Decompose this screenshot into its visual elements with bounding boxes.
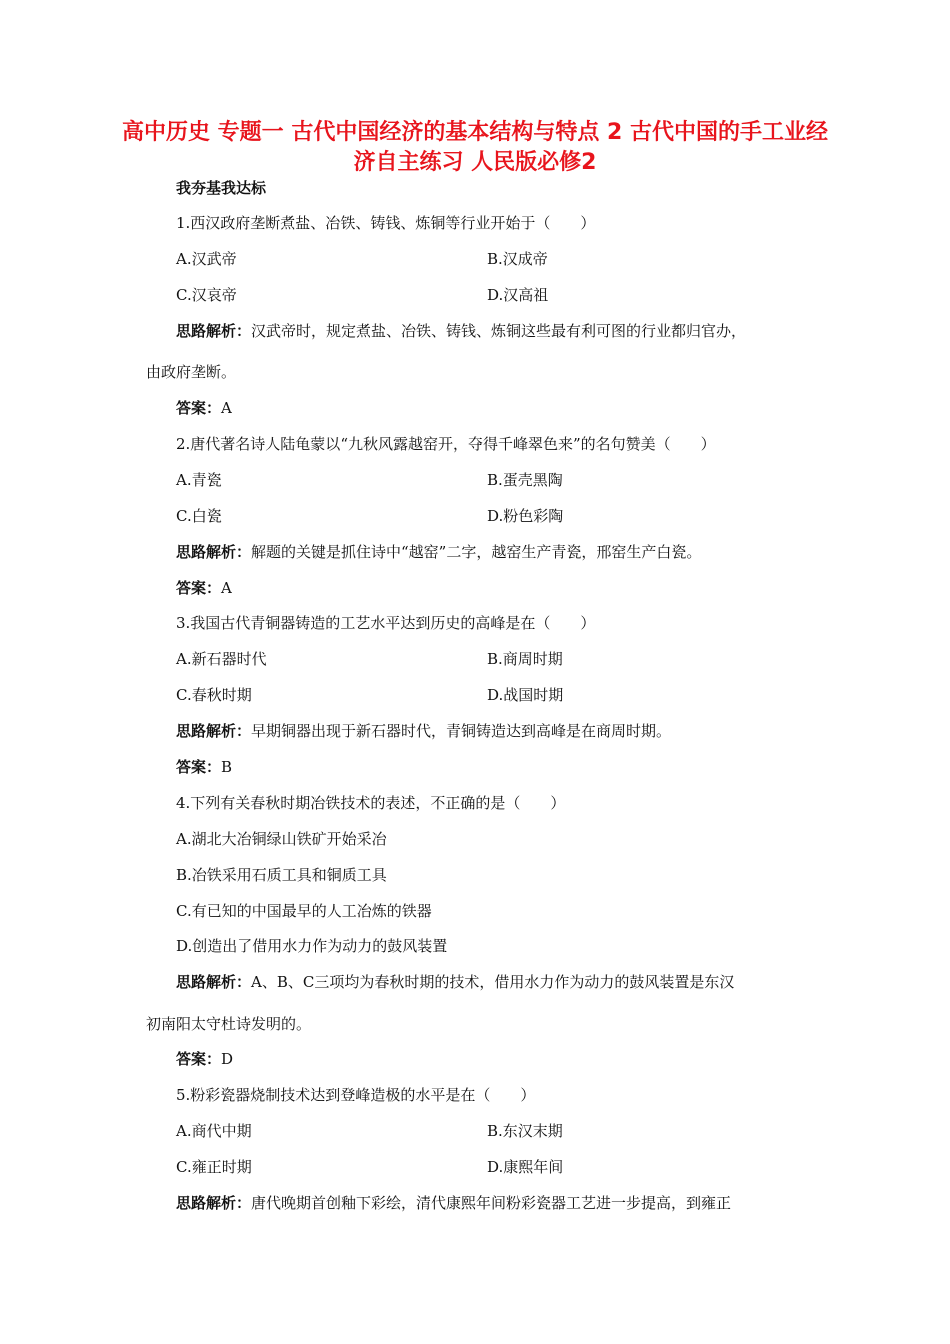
question-3-answer	[176, 756, 232, 778]
question-5-options-row-1	[176, 1120, 563, 1142]
question-5-stem: 5.粉彩瓷器烧制技术达到登峰造极的水平是在（ ）	[176, 1086, 536, 1104]
answer-value: A	[221, 579, 232, 597]
question-4-stem: 4.下列有关春秋时期冶铁技术的表述，不正确的是（ ）	[176, 794, 566, 812]
question-2-options-row-1	[176, 469, 563, 491]
question-3-stem: 3.我国古代青铜器铸造的工艺水平达到历史的高峰是在（ ）	[176, 614, 596, 632]
option-c: C.雍正时期	[176, 1158, 252, 1176]
document-title: 高中历史 专题一 古代中国经济的基本结构与特点 2 古代中国的手工业经济自主练习 人民版必修2	[122, 120, 828, 175]
question-1-options-row-2	[176, 284, 549, 306]
answer-label: 答案：	[176, 579, 222, 597]
answer-label: 答案：	[176, 758, 222, 776]
answer-value: B	[221, 758, 233, 776]
question-1-options-row-1	[176, 248, 548, 270]
question-2-answer	[176, 577, 232, 599]
question-4-analysis	[176, 971, 734, 993]
question-4-analysis-cont: 初南阳太守杜诗发明的。	[146, 1015, 312, 1033]
question-5-analysis	[176, 1192, 731, 1214]
option-b: B.东汉末期	[487, 1122, 563, 1140]
analysis-text: A、B、C三项均为春秋时期的技术，借用水力作为动力的鼓风装置是东汉	[251, 973, 735, 991]
option-c: C.汉哀帝	[176, 286, 237, 304]
question-5-options-row-2	[176, 1156, 564, 1178]
answer-value: D	[221, 1050, 234, 1068]
option-d: D.粉色彩陶	[487, 507, 564, 525]
question-1-analysis-cont: 由政府垄断。	[146, 363, 237, 381]
option-d: D.战国时期	[487, 686, 564, 704]
analysis-label: 思路解析：	[176, 973, 252, 991]
analysis-label: 思路解析：	[176, 543, 252, 561]
analysis-text: 解题的关键是抓住诗中“越窑”二字，越窑生产青瓷，邢窑生产白瓷。	[251, 543, 702, 561]
option-b: B.商周时期	[487, 650, 563, 668]
answer-label: 答案：	[176, 399, 222, 417]
question-1-analysis	[176, 320, 746, 342]
option-a: A.青瓷	[176, 471, 222, 489]
option-b: B.蛋壳黑陶	[487, 471, 563, 489]
analysis-text: 早期铜器出现于新石器时代，青铜铸造达到高峰是在商周时期。	[251, 722, 672, 740]
option-c: C.春秋时期	[176, 686, 252, 704]
option-d: D.康熙年间	[487, 1158, 564, 1176]
analysis-text: 唐代晚期首创釉下彩绘，清代康熙年间粉彩瓷器工艺进一步提高，到雍正	[251, 1194, 732, 1212]
analysis-label: 思路解析：	[176, 322, 252, 340]
answer-label: 答案：	[176, 1050, 222, 1068]
question-2-analysis	[176, 541, 701, 563]
option-d: D.汉高祖	[487, 286, 549, 304]
question-4-answer	[176, 1048, 233, 1070]
option-a: A.汉武帝	[176, 250, 237, 268]
question-4-option-b: B.冶铁采用石质工具和铜质工具	[176, 866, 387, 884]
analysis-label: 思路解析：	[176, 1194, 252, 1212]
question-2-stem: 2.唐代著名诗人陆龟蒙以“九秋风露越窑开，夺得千峰翠色来”的名句赞美（ ）	[176, 435, 716, 453]
question-4-option-a: A.湖北大冶铜绿山铁矿开始采冶	[176, 830, 387, 848]
question-3-options-row-2	[176, 684, 564, 706]
question-2-options-row-2	[176, 505, 564, 527]
question-1-answer	[176, 397, 232, 419]
question-3-options-row-1	[176, 648, 563, 670]
analysis-label: 思路解析：	[176, 722, 252, 740]
analysis-text: 汉武帝时，规定煮盐、冶铁、铸钱、炼铜这些最有利可图的行业都归官办，	[251, 322, 747, 340]
option-c: C.白瓷	[176, 507, 222, 525]
option-b: B.汉成帝	[487, 250, 548, 268]
question-3-analysis	[176, 720, 671, 742]
section-heading: 我夯基我达标	[176, 179, 267, 197]
answer-value: A	[221, 399, 232, 417]
question-4-option-c: C.有已知的中国最早的人工冶炼的铁器	[176, 902, 432, 920]
option-a: A.新石器时代	[176, 650, 267, 668]
question-1-stem: 1.西汉政府垄断煮盐、冶铁、铸钱、炼铜等行业开始于（ ）	[176, 214, 596, 232]
option-a: A.商代中期	[176, 1122, 252, 1140]
question-4-option-d: D.创造出了借用水力作为动力的鼓风装置	[176, 937, 448, 955]
